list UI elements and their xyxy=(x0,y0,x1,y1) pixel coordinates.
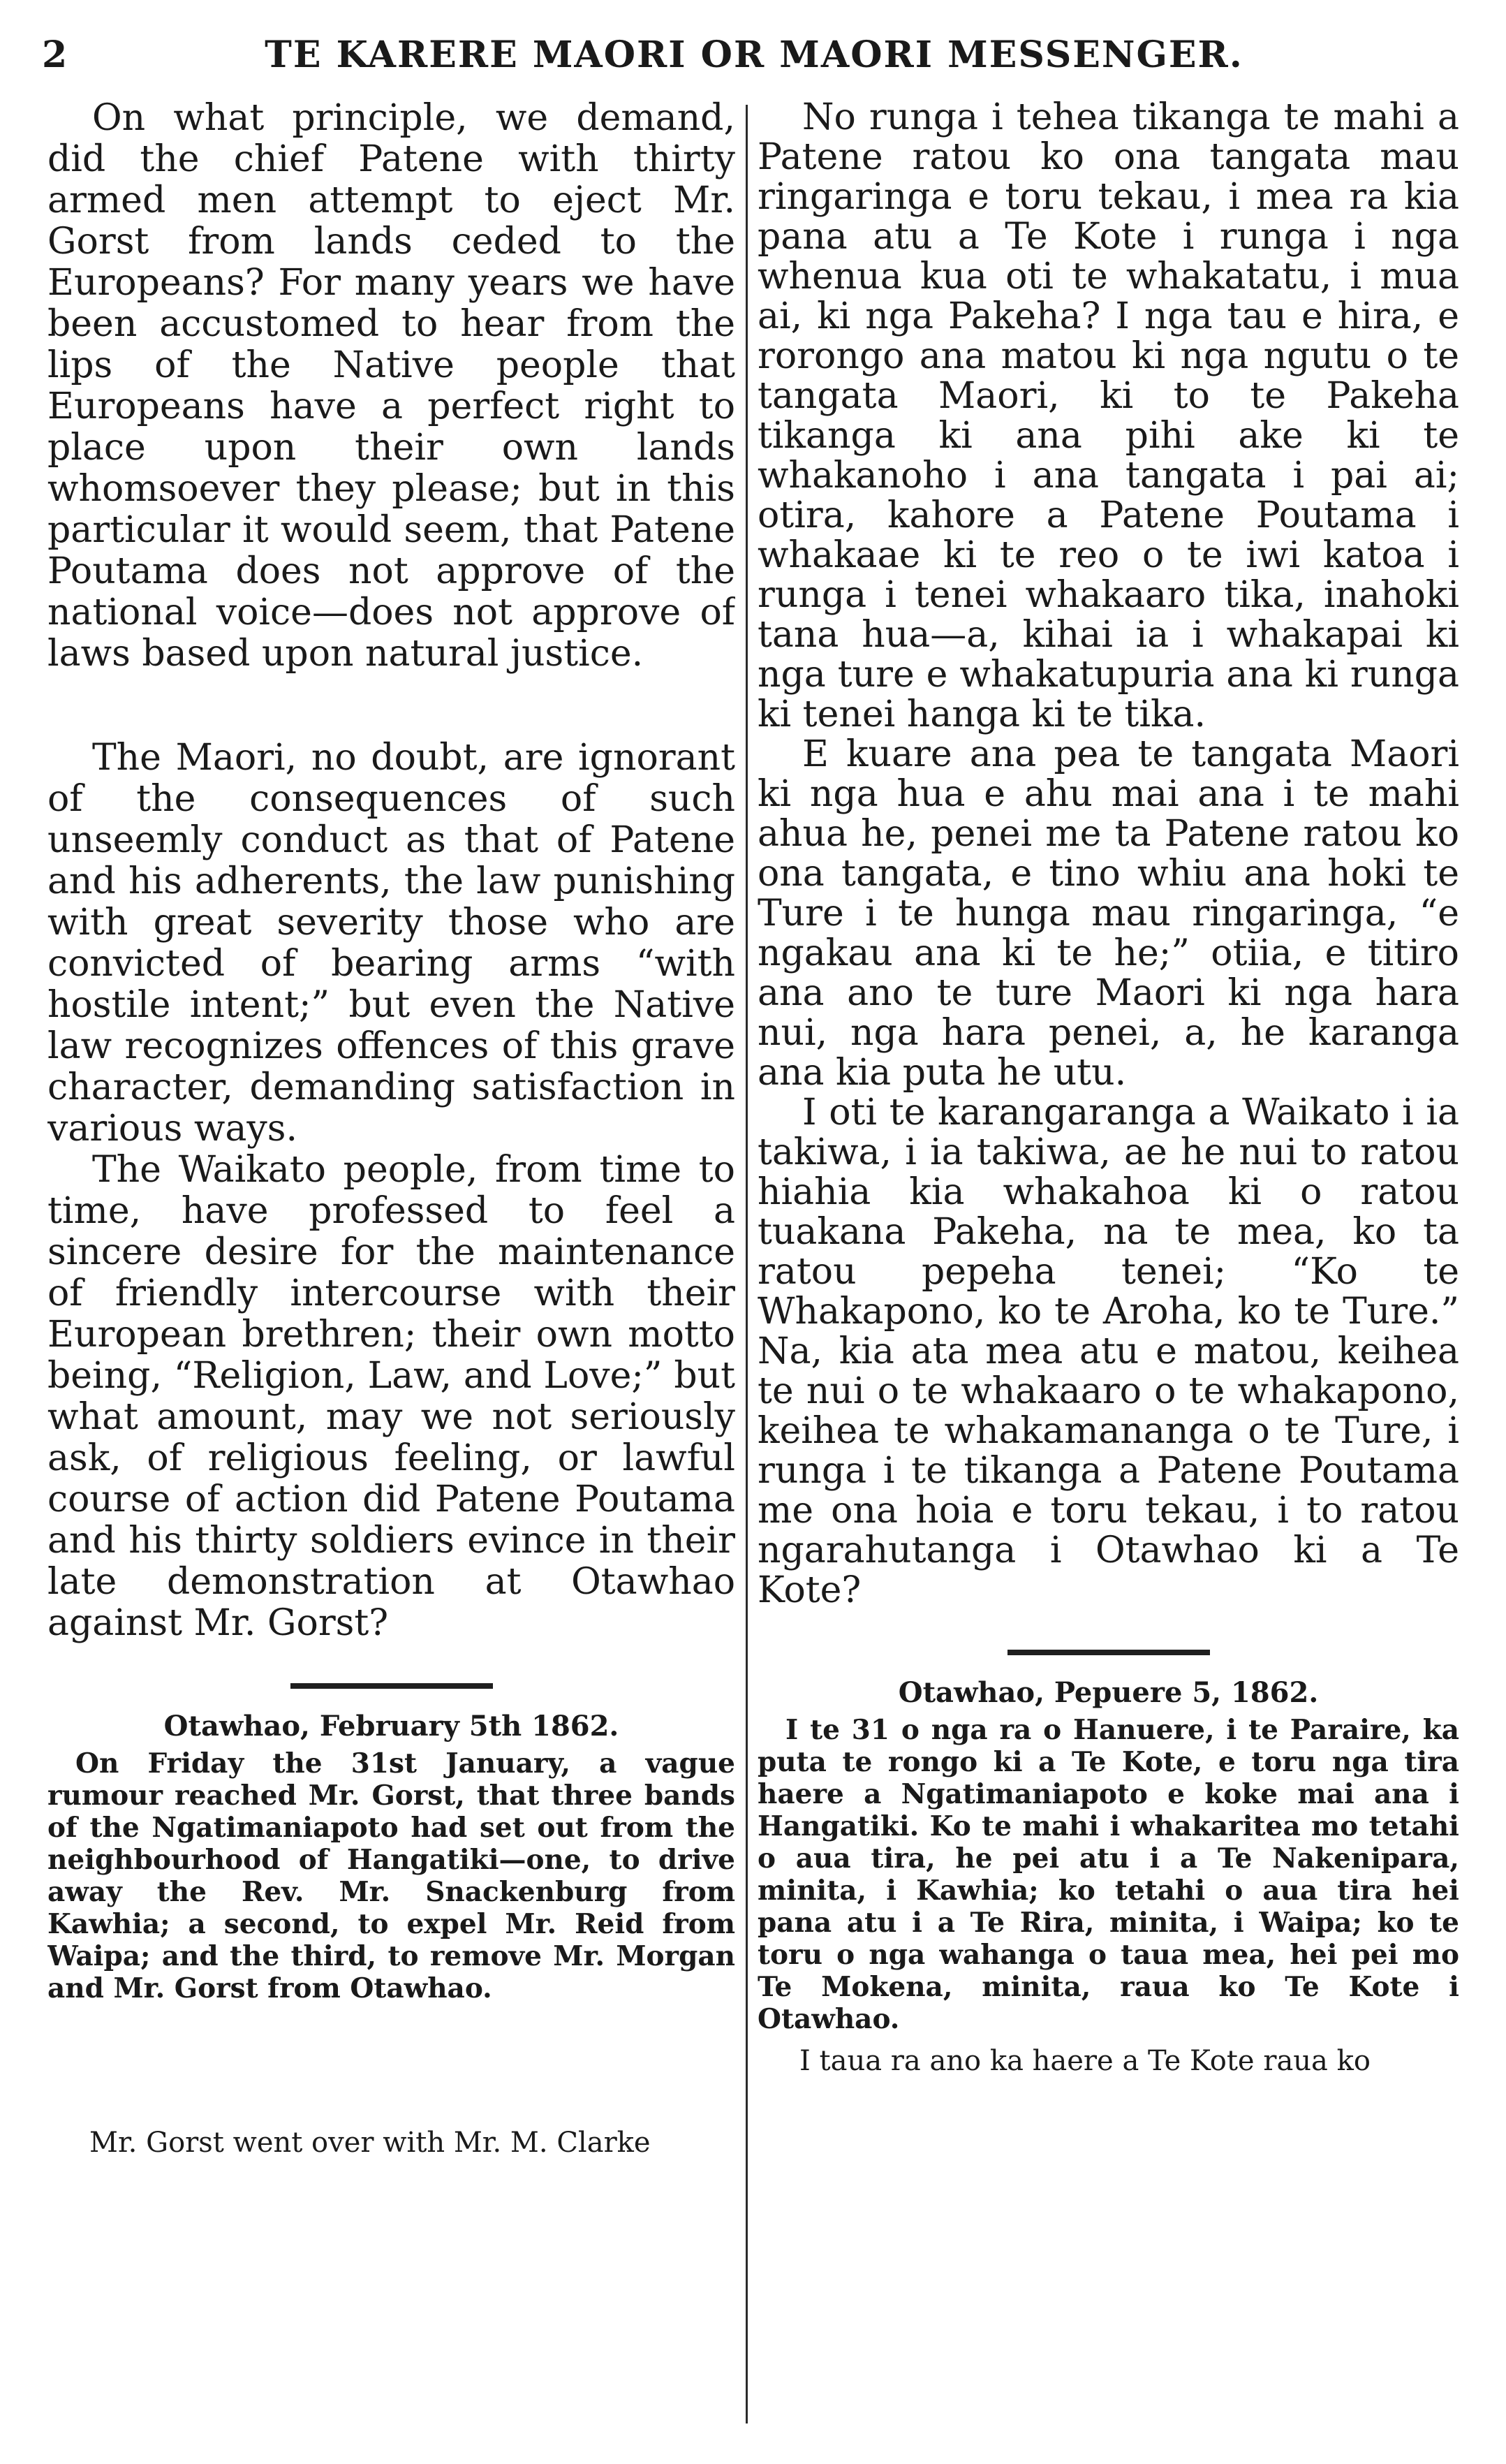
english-paragraph-1: On what principle, we demand, did the chief Patene with thirty armed men attempt to eject Mr. Gorst from lands ceded to the Europeans? For many years we have been accustomed to hear from the lips of the Native people that Europeans have a perfect right to place upon their own lands whomsoever they please; but in this particular it would seem, that Patene Poutama does not approve of the national voice—does not approve of laws based upon natural justice. xyxy=(47,98,735,675)
maori-paragraph-1: No runga i tehea tikanga te mahi a Patene ratou ko ona tangata mau ringaringa e toru tekau, i mea ra kia pana atu a Te Kote i runga i nga whenua kua oti te whakatatu, i mua ai, ki nga Pakeha? I nga tau e hira, e rorongo ana matou ki nga ngutu o te tangata Maori, ki to te Pakeha tikanga ki ana pihi ake ki te whakanoho i ana tangata i pai ai; otira, kahore a Patene Poutama i whakaae ki te reo o te iwi katoa i runga i tenei whakaaro tika, inahoki tana hua—a, kihai ia i whakapai ki nga ture e whakatupuria ana ki runga ki tenei hanga ki te tika. xyxy=(758,98,1459,735)
section-rule xyxy=(1007,1650,1210,1655)
footer-spacer xyxy=(47,2004,735,2127)
english-column xyxy=(47,98,735,2437)
maori-paragraph-3: I oti te karangaranga a Waikato i ia takiwa, i ia takiwa, ae he nui to ratou hiahia kia whakahoa ki o ratou tuakana Pakeha, na te mea, ko ta ratou pepeha tenei; “Ko te Whakapono, ko te Aroha, ko te Ture.” Na, kia ata mea atu e matou, keihea te nui o te whakaaro o te whakapono, keihea te whakamananga o te Ture, i runga i te tikanga a Patene Poutama me ona hoia e toru tekau, i to ratou ngarahutanga i Otawhao ki a Te Kote? xyxy=(758,1092,1459,1611)
footer-spacer xyxy=(758,2035,1459,2045)
maori-column xyxy=(758,98,1459,2437)
column-divider xyxy=(746,105,748,2423)
english-report: On Friday the 31st January, a vague rumour reached Mr. Gorst, that three bands of the Ngatimaniapoto had set out from the neighbourhood of Hangatiki—one, to drive away the Rev. Mr. Snackenburg from Kawhia; a second, to expel Mr. Reid from Waipa; and the third, to remove Mr. Morgan and Mr. Gorst from Otawhao. xyxy=(47,1747,735,2004)
maori-paragraph-2: E kuare ana pea te tangata Maori ki nga hua e ahu mai ana i te mahi ahua he, penei me ta Patene ratou ko ona tangata, e tino whiu ana hoki te Ture i te hunga mau ringaringa, “e ngakau ana ki te he;” otiia, e titiro ana ano te ture Maori ki nga hara nui, nga hara penei, a, he karanga ana kia puta he utu. xyxy=(758,733,1459,1094)
maori-footer-line: I taua ra ano ka haere a Te Kote raua ko xyxy=(799,2045,1371,2077)
english-paragraph-2: The Maori, no doubt, are ignorant of the consequences of such unseemly conduct as that of Patene and his adherents, the law punishing with great severity those who are convicted of bearing arms “with hostile intent;” but even the Native law recognizes offences of this grave character, demanding satisfaction in various ways. xyxy=(47,737,735,1150)
maori-dateline: Otawhao, Pepuere 5, 1862. xyxy=(898,1676,1319,1709)
page-header xyxy=(42,34,1466,82)
english-footer-line: Mr. Gorst went over with Mr. M. Clarke xyxy=(89,2127,651,2159)
english-dateline: Otawhao, February 5th 1862. xyxy=(163,1710,619,1743)
page-number: 2 xyxy=(42,34,68,76)
paragraph-spacer xyxy=(47,675,735,738)
section-rule xyxy=(290,1683,493,1689)
english-paragraph-3: The Waikato people, from time to time, have professed to feel a sincere desire for the maintenance of friendly intercourse with their European brethren; their own motto being, “Religion, Law, and Love;” but what amount, may we not seriously ask, of religious feeling, or lawful course of action did Patene Poutama and his thirty soldiers evince in their late demonstration at Otawhao against Mr. Gorst? xyxy=(47,1149,735,1644)
masthead-title: TE KARERE MAORI OR MAORI MESSENGER. xyxy=(265,34,1243,76)
maori-report: I te 31 o nga ra o Hanuere, i te Paraire, ka puta te rongo ki a Te Kote, e toru nga tira haere a Ngatimaniapoto e koke mai ana i Hangatiki. Ko te mahi i whakaritea mo tetahi o aua tira, he pei atu i a Te Nakenipara, minita, i Kawhia; ko tetahi o aua tira hei pana atu i a Te Rira, minita, i Waipa; ko te toru o nga wahanga o taua mea, hei pei mo Te Mokena, minita, raua ko Te Kote i Otawhao. xyxy=(758,1714,1459,2035)
